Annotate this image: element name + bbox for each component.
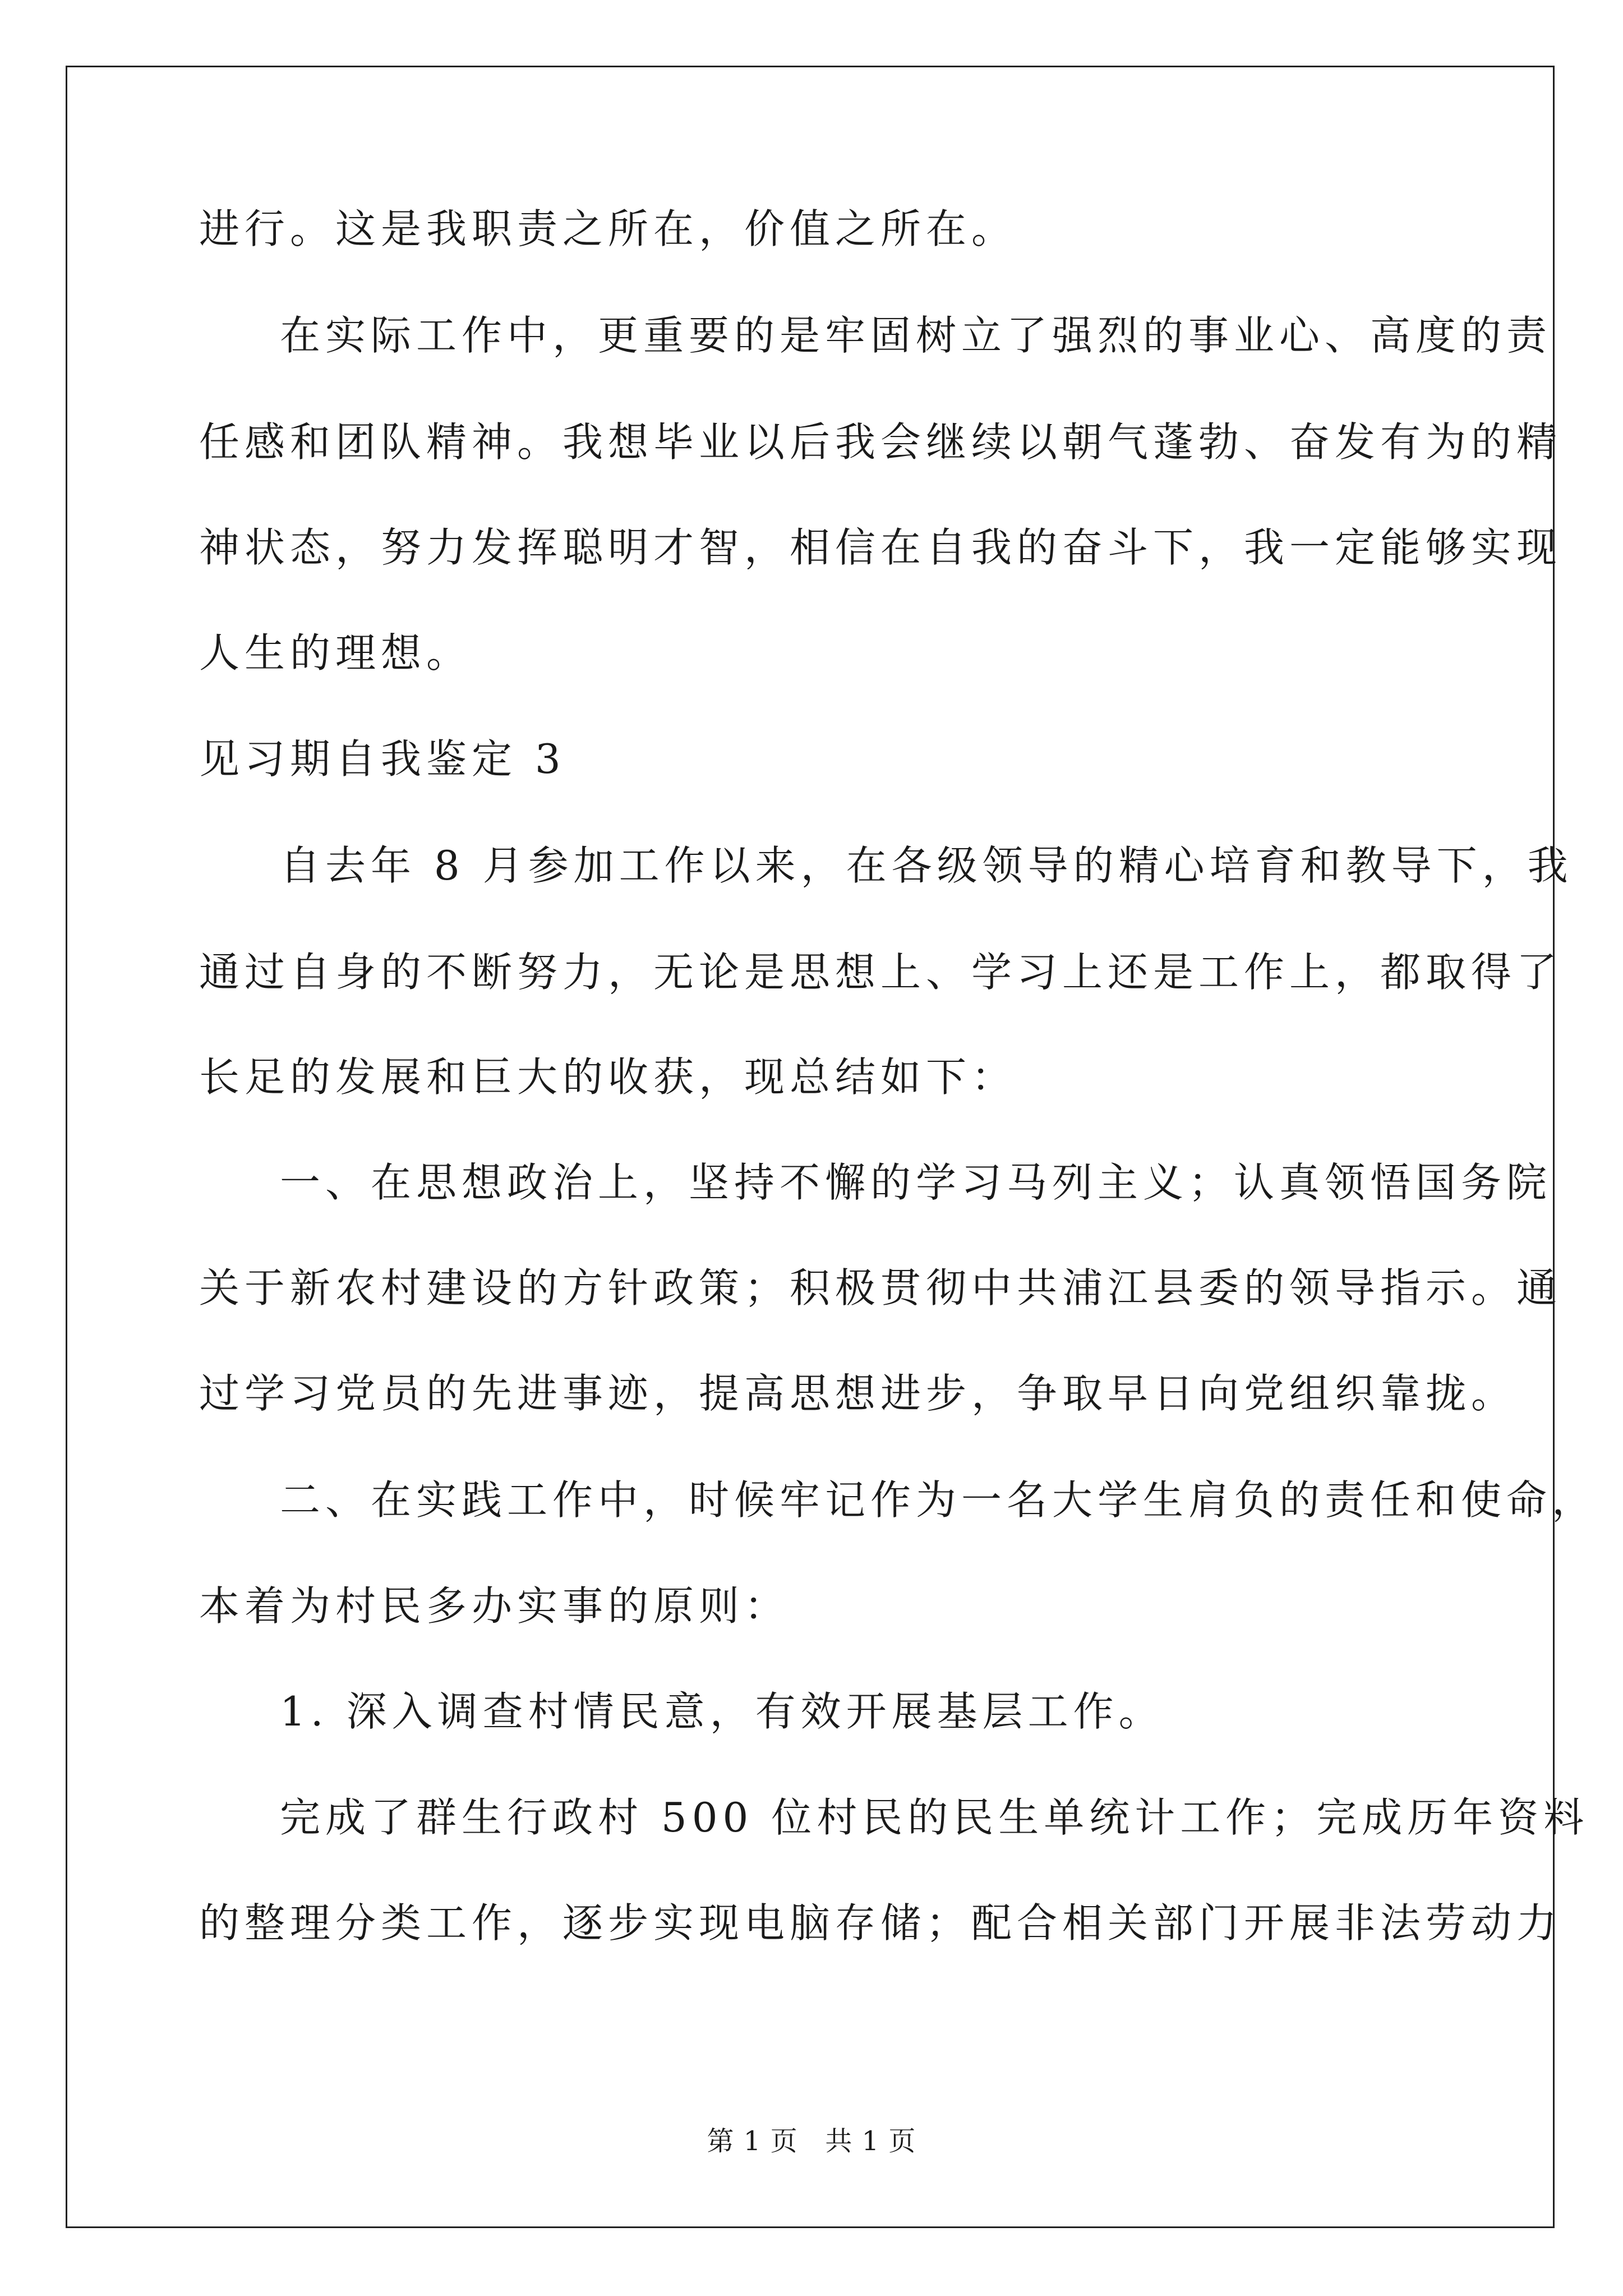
text-line: 人生的理想。 (199, 629, 472, 677)
text-line: 通过自身的不断努力，无论是思想上、学习上还是工作上，都取得了 (199, 949, 1562, 996)
paragraph-line: 一、在思想政治上，坚持不懈的学习马列主义；认真领悟国务院 (280, 1159, 1552, 1206)
page-footer: 第 1 页 共 1 页 (707, 2125, 916, 2157)
text-line: 过学习党员的先进事迹，提高思想进步，争取早日向党组织靠拢。 (199, 1370, 1517, 1417)
list-item: 1. 深入调查村情民意，有效开展基层工作。 (280, 1688, 1164, 1735)
paragraph-line: 自去年 8 月参加工作以来，在各级领导的精心培育和教导下，我 (280, 842, 1573, 889)
text-line: 关于新农村建设的方针政策；积极贯彻中共浦江县委的领导指示。通 (199, 1264, 1562, 1312)
text-line: 的整理分类工作，逐步实现电脑存储；配合相关部门开展非法劳动力 (199, 1899, 1562, 1947)
paragraph-line: 在实际工作中，更重要的是牢固树立了强烈的事业心、高度的责 (280, 312, 1552, 359)
paragraph-line: 二、在实践工作中，时候牢记作为一名大学生肩负的责任和使命， (280, 1476, 1598, 1524)
text-line: 本着为村民多办实事的原则： (199, 1582, 790, 1630)
paragraph-line: 完成了群生行政村 500 位村民的民生单统计工作；完成历年资料 (280, 1794, 1589, 1841)
text-line: 任感和团队精神。我想毕业以后我会继续以朝气蓬勃、奋发有为的精 (199, 418, 1562, 466)
text-line: 进行。这是我职责之所在，价值之所在。 (199, 205, 1017, 252)
text-line: 长足的发展和巨大的收获，现总结如下： (199, 1053, 1017, 1101)
section-heading: 见习期自我鉴定 3 (199, 735, 566, 783)
text-line: 神状态，努力发挥聪明才智，相信在自我的奋斗下，我一定能够实现 (199, 524, 1562, 571)
